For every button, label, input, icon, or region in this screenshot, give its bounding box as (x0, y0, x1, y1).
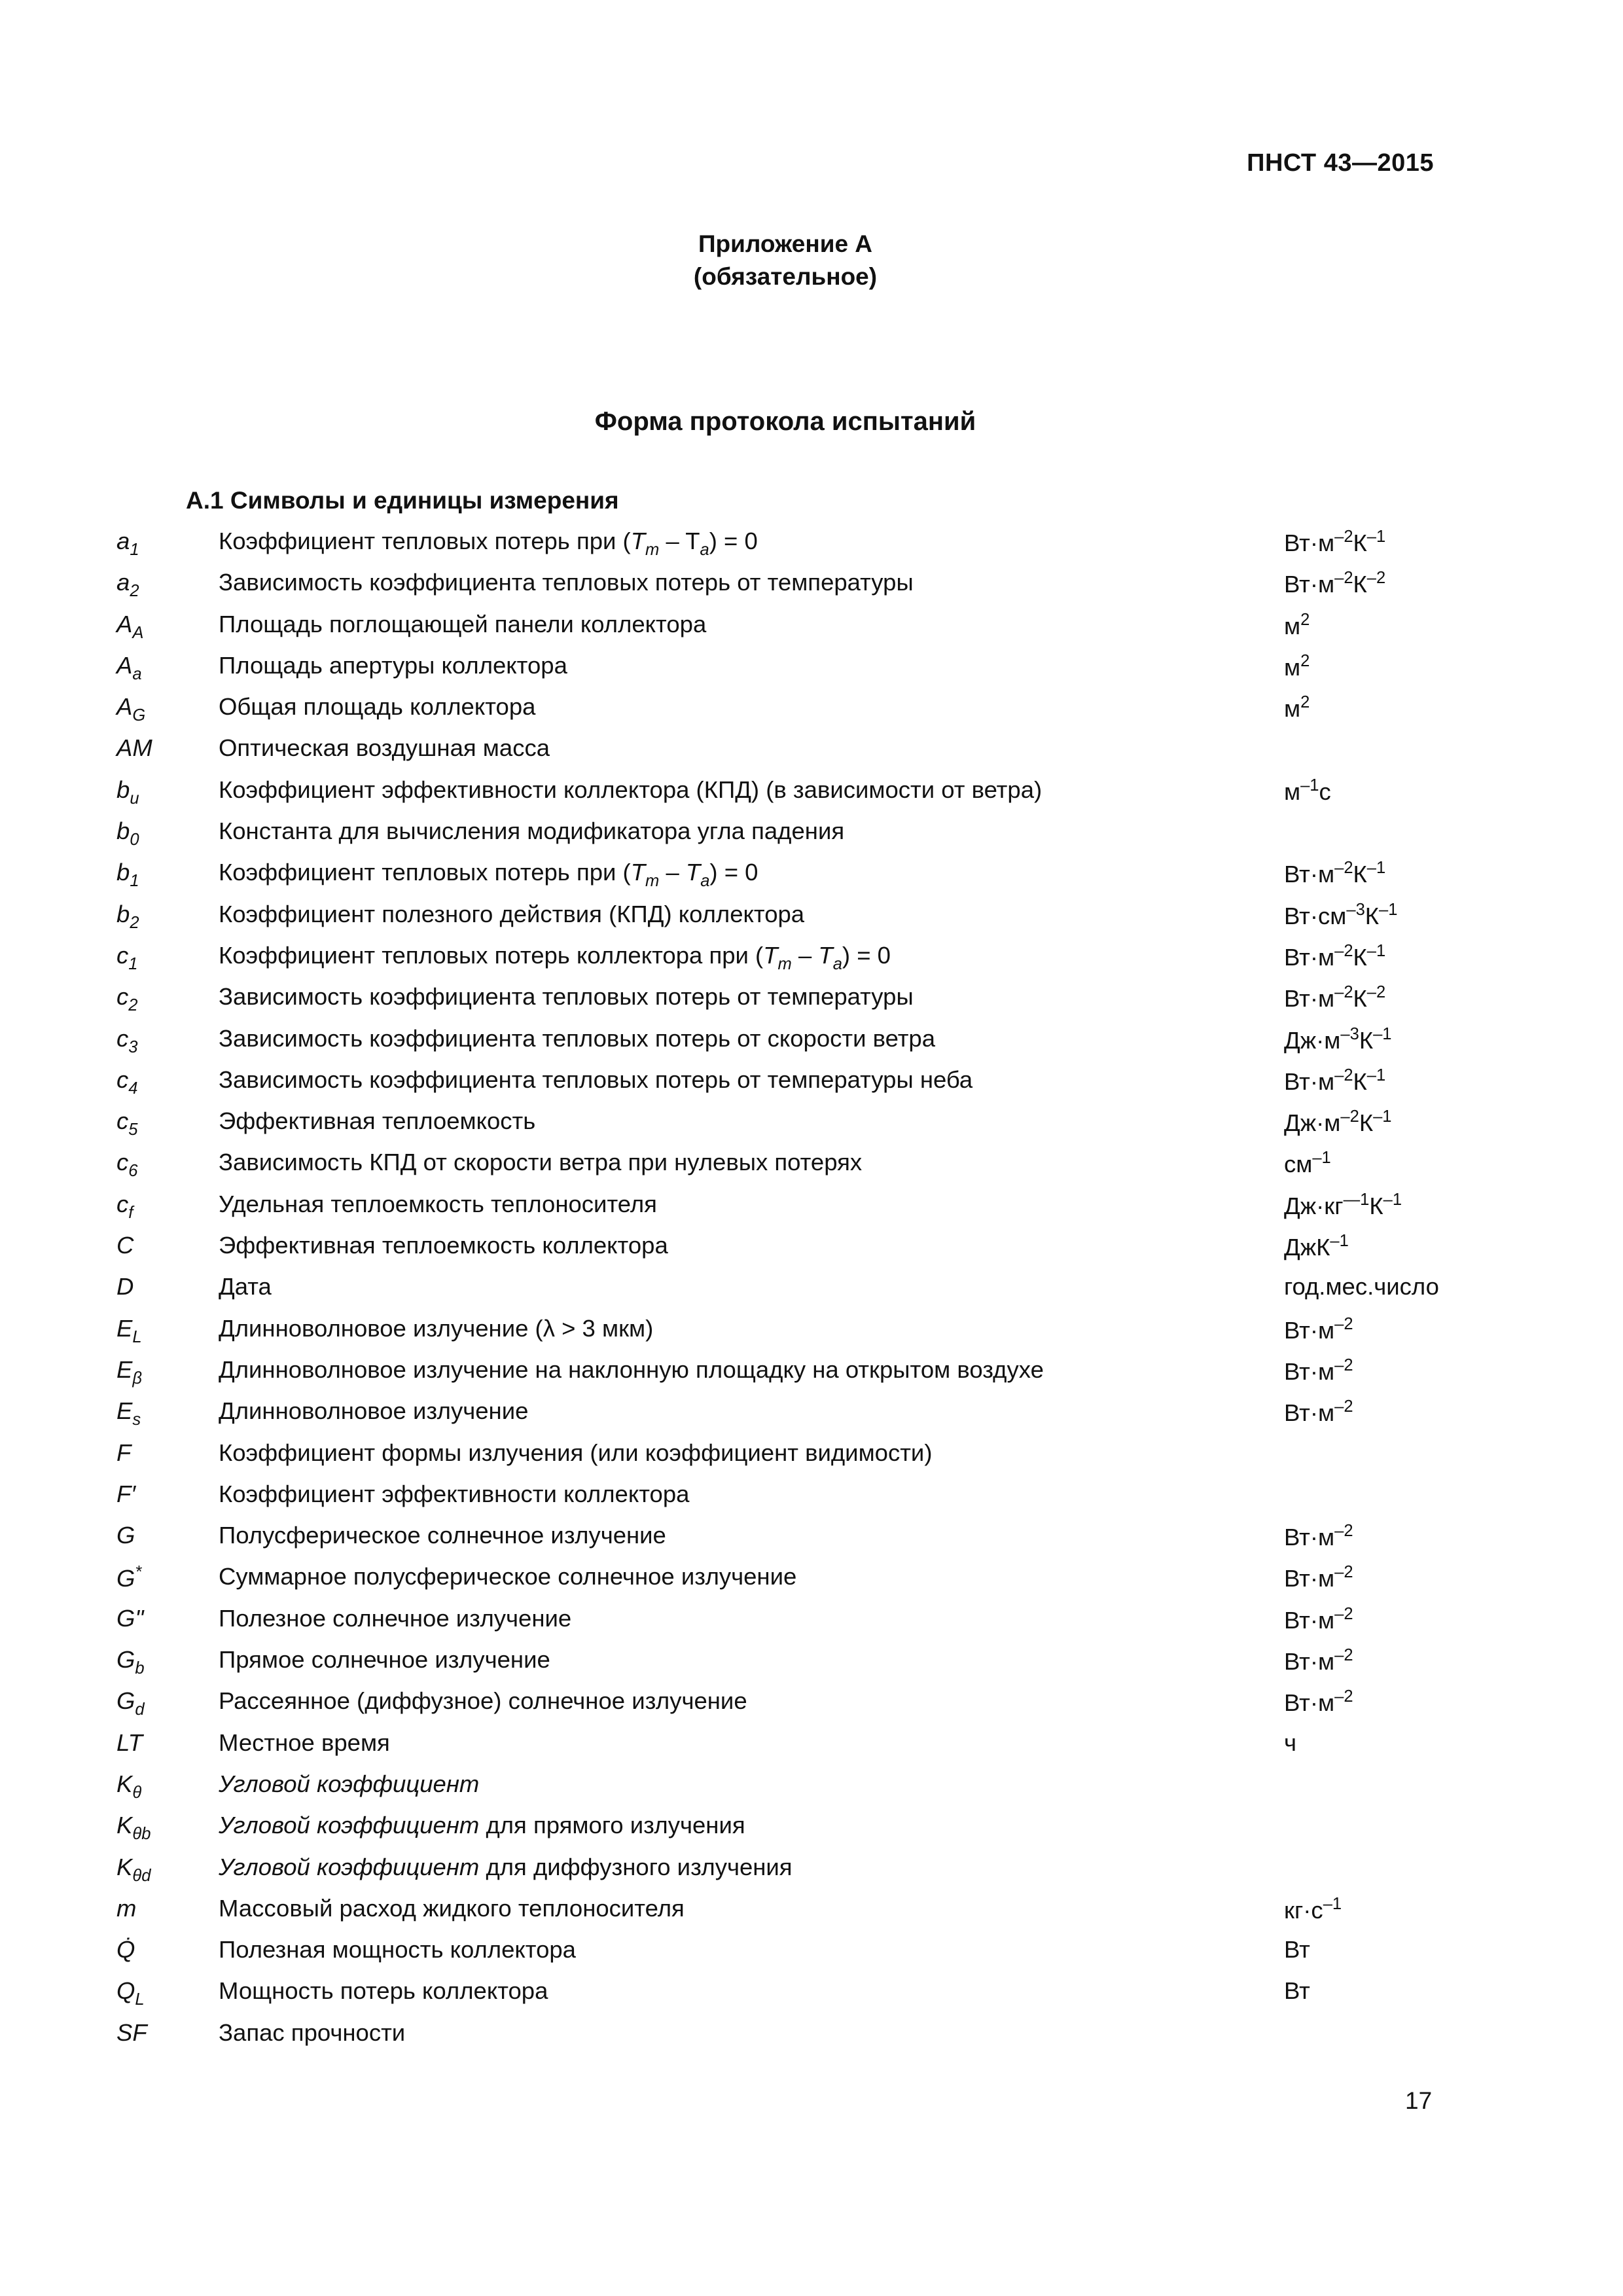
symbol-row (0, 569, 1623, 610)
symbol-row (0, 1025, 1623, 1066)
symbol-unit: $Вт\cdot м^{-2}$ (1284, 1397, 1353, 1427)
symbol-description: Дата (219, 1273, 272, 1300)
symbol-superscript: * (135, 1563, 142, 1582)
symbol-description: Прямое солнечное излучение (219, 1646, 550, 1674)
symbol: G" (116, 1604, 144, 1632)
unit-exponent: –1 (1330, 1232, 1349, 1251)
unit-exponent: –1 (1366, 1066, 1386, 1085)
symbol-description: Общая площадь коллектора (219, 693, 536, 721)
symbol-row (0, 1605, 1623, 1646)
symbol: m (116, 1894, 137, 1922)
symbol-description: Угловой коэффициент для прямого излучения (219, 1812, 745, 1839)
symbol-unit: $Вт\cdot м^{-2}$ (1284, 1646, 1353, 1676)
symbol-row (0, 1315, 1623, 1356)
description-italic: Угловой коэффициент (219, 1853, 480, 1880)
symbol-unit: $Вт\cdot м^{-2}К^{-1}$ (1284, 1066, 1386, 1095)
symbol-row (0, 1397, 1623, 1439)
symbol: F (116, 1439, 132, 1466)
symbol-description: Зависимость коэффициента тепловых потерь от температуры неба (219, 1066, 973, 1093)
document-code: ПНСТ 43—2015 (1247, 149, 1434, 177)
symbol: SF (116, 2018, 147, 2046)
symbol-description: Оптическая воздушная масса (219, 734, 550, 762)
description-italic: Угловой коэффициент (219, 1770, 480, 1797)
symbol-row (0, 693, 1623, 734)
unit-exponent: –2 (1334, 1066, 1353, 1085)
symbol-subscript: 3 (128, 1037, 138, 1056)
symbol: LT (116, 1729, 143, 1756)
symbol-subscript: 0 (130, 831, 139, 850)
unit-exponent: 2 (1300, 693, 1310, 712)
formula-t: T (818, 941, 833, 969)
symbol: D (116, 1273, 134, 1300)
symbol-description: Запас прочности (219, 2018, 406, 2046)
symbol-description: Коэффициент тепловых потерь при $(T_m - T_a) = 0$ (219, 528, 758, 559)
symbol-unit: $м^2$ (1284, 693, 1310, 723)
formula-t: T (630, 528, 646, 554)
symbol-subscript: L (132, 1327, 142, 1346)
symbol-description: Полезная мощность коллектора (219, 1936, 576, 1964)
symbol-description: Эффективная теплоемкость (219, 1107, 536, 1135)
symbol-description: Коэффициент тепловых потерь коллектора при $(T_m - T_a) = 0$ (219, 941, 891, 973)
symbol-description: Коэффициент формы излучения (или коэффициент видимости) (219, 1439, 933, 1466)
symbol-subscript: 1 (130, 872, 139, 891)
formula-sub: a (700, 540, 709, 559)
symbol-row (0, 611, 1623, 652)
symbol-unit: ДжК$^{-1}$ (1284, 1232, 1349, 1261)
symbol-description: Массовый расход жидкого теплоносителя (219, 1894, 685, 1922)
symbol-unit: год.мес.число (1284, 1273, 1439, 1300)
symbol-row (0, 1439, 1623, 1480)
symbol-subscript: d (135, 1700, 145, 1719)
symbol-row (0, 1936, 1623, 1977)
unit-exponent: –1 (1379, 900, 1398, 919)
symbol-description: Суммарное полусферическое солнечное излучение (219, 1563, 797, 1590)
symbol-unit: Вт (1284, 1977, 1310, 2005)
symbol-row (0, 734, 1623, 776)
symbol-unit: $Дж\cdot м^{-3}К^{-1}$ (1284, 1024, 1392, 1054)
symbol-description: Длинноволновое излучение (219, 1397, 529, 1425)
symbol-unit: $Вт\cdot м^{-2}$ (1284, 1522, 1353, 1551)
unit-exponent: –3 (1340, 1024, 1359, 1043)
unit-exponent: –1 (1366, 941, 1386, 960)
symbol-description: Коэффициент полезного действия (КПД) коллектора (219, 900, 805, 927)
unit-exponent: –2 (1334, 1604, 1353, 1623)
symbol-description: Мощность потерь коллектора (219, 1977, 548, 2005)
symbol-subscript: θ (132, 1783, 142, 1802)
formula-t: T (685, 859, 701, 886)
formula-sub: m (645, 540, 660, 559)
symbol: $K_\theta$ (116, 1770, 142, 1802)
symbol-subscript: 2 (130, 582, 139, 601)
symbol: $K_{\theta b}$ (116, 1812, 151, 1844)
formula-sub: a (832, 954, 842, 973)
symbol-row (0, 859, 1623, 900)
symbol-row (0, 1729, 1623, 1770)
symbol-subscript: 2 (130, 913, 139, 932)
symbol-row (0, 1895, 1623, 1936)
formula-t: T (763, 941, 778, 969)
symbol-unit: $Вт\cdot м^{-2}$ (1284, 1355, 1353, 1385)
symbol-row (0, 942, 1623, 983)
formula-t: T (685, 528, 700, 554)
appendix-heading (0, 228, 1571, 293)
symbol-row (0, 1480, 1623, 1522)
symbol: Q̇ (116, 1936, 135, 1964)
symbol-description: Местное время (219, 1729, 390, 1756)
symbol-row (0, 1522, 1623, 1563)
unit-exponent: –2 (1334, 1522, 1353, 1541)
symbol: $c_6$ (116, 1149, 138, 1181)
unit-exponent: –1 (1373, 1107, 1392, 1126)
symbol-unit: $Вт\cdot м^{-2}К^{-1}$ (1284, 528, 1386, 557)
page-number: 17 (1405, 2087, 1433, 2114)
symbol-unit: $м^2$ (1284, 610, 1310, 639)
symbol: $E_L$ (116, 1314, 142, 1346)
symbol: $c_2$ (116, 983, 138, 1015)
symbol: $E_\beta$ (116, 1355, 142, 1388)
formula-t: T (630, 859, 646, 886)
symbol-row (0, 1770, 1623, 1812)
unit-exponent: –1 (1312, 1149, 1331, 1168)
symbol-description: Площадь поглощающей панели коллектора (219, 610, 707, 637)
symbol-row (0, 1854, 1623, 1895)
symbol: $c_1$ (116, 941, 138, 973)
symbol: $a_2$ (116, 569, 139, 601)
symbol-unit: $Вт\cdot м^{-2}$ (1284, 1687, 1353, 1717)
symbol: $c_4$ (116, 1066, 138, 1098)
symbol-unit: $м^{-1}с$ (1284, 776, 1331, 805)
symbol-subscript: 5 (128, 1121, 138, 1139)
unit-exponent: –1 (1366, 528, 1386, 546)
unit-exponent: 2 (1300, 651, 1310, 670)
symbol-subscript: b (135, 1659, 145, 1677)
symbol-description: Зависимость коэффициента тепловых потерь от скорости ветра (219, 1024, 936, 1052)
symbol-description (219, 1770, 479, 1798)
symbol-subscript: a (132, 664, 142, 683)
unit-exponent: –2 (1334, 1563, 1353, 1582)
symbol-unit: $Вт\cdot м^{-2}К^{-1}$ (1284, 859, 1386, 888)
symbol-description: Рассеянное (диффузное) солнечное излучение (219, 1687, 747, 1715)
formula-sub: m (777, 954, 792, 973)
symbol: $c_5$ (116, 1107, 138, 1139)
symbol-unit: $м^2$ (1284, 651, 1310, 681)
symbol-description: Длинноволновое излучение (λ > 3 мкм) (219, 1314, 654, 1342)
symbol-row (0, 1687, 1623, 1729)
symbol-subscript: L (135, 1990, 145, 2009)
symbol-unit: $см^{-1}$ (1284, 1149, 1331, 1178)
symbol-row (0, 1563, 1623, 1604)
symbol-description: Зависимость КПД от скорости ветра при нулевых потерях (219, 1149, 863, 1176)
unit-exponent: –2 (1334, 941, 1353, 960)
symbol-unit: $Вт\cdot м^{-2}К^{-2}$ (1284, 569, 1386, 598)
symbol-row (0, 1646, 1623, 1687)
symbol-unit: $Вт\cdot см^{-3}К^{-1}$ (1284, 900, 1398, 929)
symbol: $E_s$ (116, 1397, 141, 1429)
unit-exponent: –1 (1300, 776, 1319, 795)
symbol-description: Полезное солнечное излучение (219, 1604, 572, 1632)
unit-exponent: –2 (1334, 1314, 1353, 1333)
symbol: $A_G$ (116, 693, 146, 725)
symbol: G* (116, 1563, 142, 1592)
unit-exponent: –2 (1334, 1687, 1353, 1706)
unit-exponent: –2 (1334, 983, 1353, 1002)
symbol-unit: $Вт\cdot м^{-2}$ (1284, 1563, 1353, 1592)
unit-exponent: –2 (1334, 1355, 1353, 1374)
unit-exponent: –1 (1383, 1190, 1402, 1209)
unit-exponent: –1 (1323, 1894, 1342, 1913)
symbol-unit: ч (1284, 1729, 1297, 1756)
symbol-row (0, 776, 1623, 817)
symbol: $c_3$ (116, 1024, 138, 1056)
symbol-unit: $кг\cdot с^{-1}$ (1284, 1894, 1342, 1924)
symbol: $Q_L$ (116, 1977, 145, 2009)
symbol-subscript: A (132, 623, 144, 642)
symbol-description: Угловой коэффициент для диффузного излучения (219, 1853, 793, 1880)
symbol-unit: $Вт\cdot м^{-2}$ (1284, 1604, 1353, 1634)
symbol: $b_0$ (116, 817, 139, 850)
symbol-subscript: 1 (130, 540, 139, 559)
symbol: $A_A$ (116, 610, 144, 642)
symbol-subscript: 1 (128, 954, 138, 973)
unit-exponent: –2 (1366, 569, 1386, 588)
symbol-description: Полусферическое солнечное излучение (219, 1522, 666, 1549)
symbol-description: Коэффициент эффективности коллектора (219, 1480, 690, 1507)
symbol: $b_u$ (116, 776, 139, 808)
symbol-unit: $Вт\cdot м^{-2}$ (1284, 1314, 1353, 1344)
symbol-row (0, 1191, 1623, 1232)
symbol-row (0, 817, 1623, 859)
symbol-subscript: 2 (128, 996, 138, 1015)
symbol-row (0, 652, 1623, 693)
symbol-subscript: 4 (128, 1079, 138, 1098)
symbol-subscript: θd (132, 1866, 151, 1885)
symbol-description: Константа для вычисления модификатора угла падения (219, 817, 845, 845)
symbol-description: Коэффициент тепловых потерь при $(T_m - T_a) = 0$ (219, 859, 758, 891)
unit-exponent: –2 (1334, 528, 1353, 546)
unit-exponent: –2 (1334, 859, 1353, 878)
appendix-status: (обязательное) (693, 263, 878, 290)
symbol: C (116, 1232, 134, 1259)
symbol: $A_a$ (116, 651, 142, 683)
symbols-list (0, 528, 1623, 2060)
symbol: $b_2$ (116, 900, 139, 932)
formula-sub: m (645, 872, 660, 891)
unit-exponent: –2 (1334, 1646, 1353, 1665)
unit-exponent: –1 (1373, 1024, 1392, 1043)
symbol: $b_1$ (116, 859, 139, 891)
symbol-unit: $Вт\cdot м^{-2}К^{-2}$ (1284, 983, 1386, 1013)
symbol-description: Площадь апертуры коллектора (219, 651, 567, 679)
symbol-description: Длинноволновое излучение на наклонную площадку на открытом воздухе (219, 1355, 1044, 1383)
symbol-subscript: u (130, 789, 139, 808)
form-title: Форма протокола испытаний (594, 407, 976, 436)
symbol-subscript: 6 (128, 1162, 138, 1181)
symbol-description: Зависимость коэффициента тепловых потерь от температуры (219, 983, 914, 1011)
symbol-subscript: θb (132, 1825, 151, 1844)
symbol-subscript: f (128, 1203, 134, 1222)
symbol: G (116, 1522, 135, 1549)
unit-exponent: –2 (1334, 1397, 1353, 1416)
unit-exponent: 2 (1300, 610, 1310, 629)
symbol-row (0, 2019, 1623, 2060)
symbol-row (0, 901, 1623, 942)
symbol-description: Эффективная теплоемкость коллектора (219, 1232, 668, 1259)
symbol: $G_b$ (116, 1646, 145, 1677)
section-title: А.1 Символы и единицы измерения (186, 487, 619, 514)
symbol-description: Зависимость коэффициента тепловых потерь от температуры (219, 569, 914, 596)
symbol: $a_1$ (116, 528, 139, 559)
description-italic: Угловой коэффициент (219, 1812, 480, 1839)
unit-exponent: –1 (1366, 859, 1386, 878)
unit-exponent: –3 (1346, 900, 1365, 919)
unit-exponent: —1 (1343, 1190, 1370, 1209)
symbol-unit: $Дж\cdot м^{-2}К^{-1}$ (1284, 1107, 1392, 1137)
symbol: $c_f$ (116, 1190, 134, 1222)
symbol-description: Коэффициент эффективности коллектора (КПД) (в зависимости от ветра) (219, 776, 1043, 803)
formula-sub: a (700, 872, 710, 891)
symbol-row (0, 983, 1623, 1024)
symbol-row (0, 1107, 1623, 1149)
symbol: $K_{\theta d}$ (116, 1853, 151, 1885)
symbol-row (0, 1232, 1623, 1273)
symbol-unit: $Дж\cdot кг^{—1}К^{-1}$ (1284, 1190, 1402, 1219)
appendix-title: Приложение А (698, 230, 873, 257)
symbol-row (0, 1273, 1623, 1314)
unit-exponent: –2 (1334, 569, 1353, 588)
symbol-row (0, 1149, 1623, 1190)
symbol: AM (116, 734, 152, 762)
symbol: $G_d$ (116, 1687, 145, 1719)
symbol-row (0, 1977, 1623, 2018)
symbol-description: Удельная теплоемкость теплоносителя (219, 1190, 657, 1217)
symbol-row (0, 528, 1623, 569)
unit-exponent: –2 (1340, 1107, 1359, 1126)
unit-exponent: –2 (1366, 983, 1386, 1002)
symbol-row (0, 1812, 1623, 1853)
symbol-subscript: s (132, 1410, 141, 1429)
symbol-subscript: β (132, 1369, 142, 1388)
symbol-subscript: G (132, 706, 146, 725)
symbol-unit: Вт (1284, 1936, 1310, 1964)
symbol-row (0, 1066, 1623, 1107)
symbol-row (0, 1356, 1623, 1397)
symbol-unit: $Вт\cdot м^{-2}К^{-1}$ (1284, 941, 1386, 971)
symbol: F′ (116, 1480, 136, 1507)
